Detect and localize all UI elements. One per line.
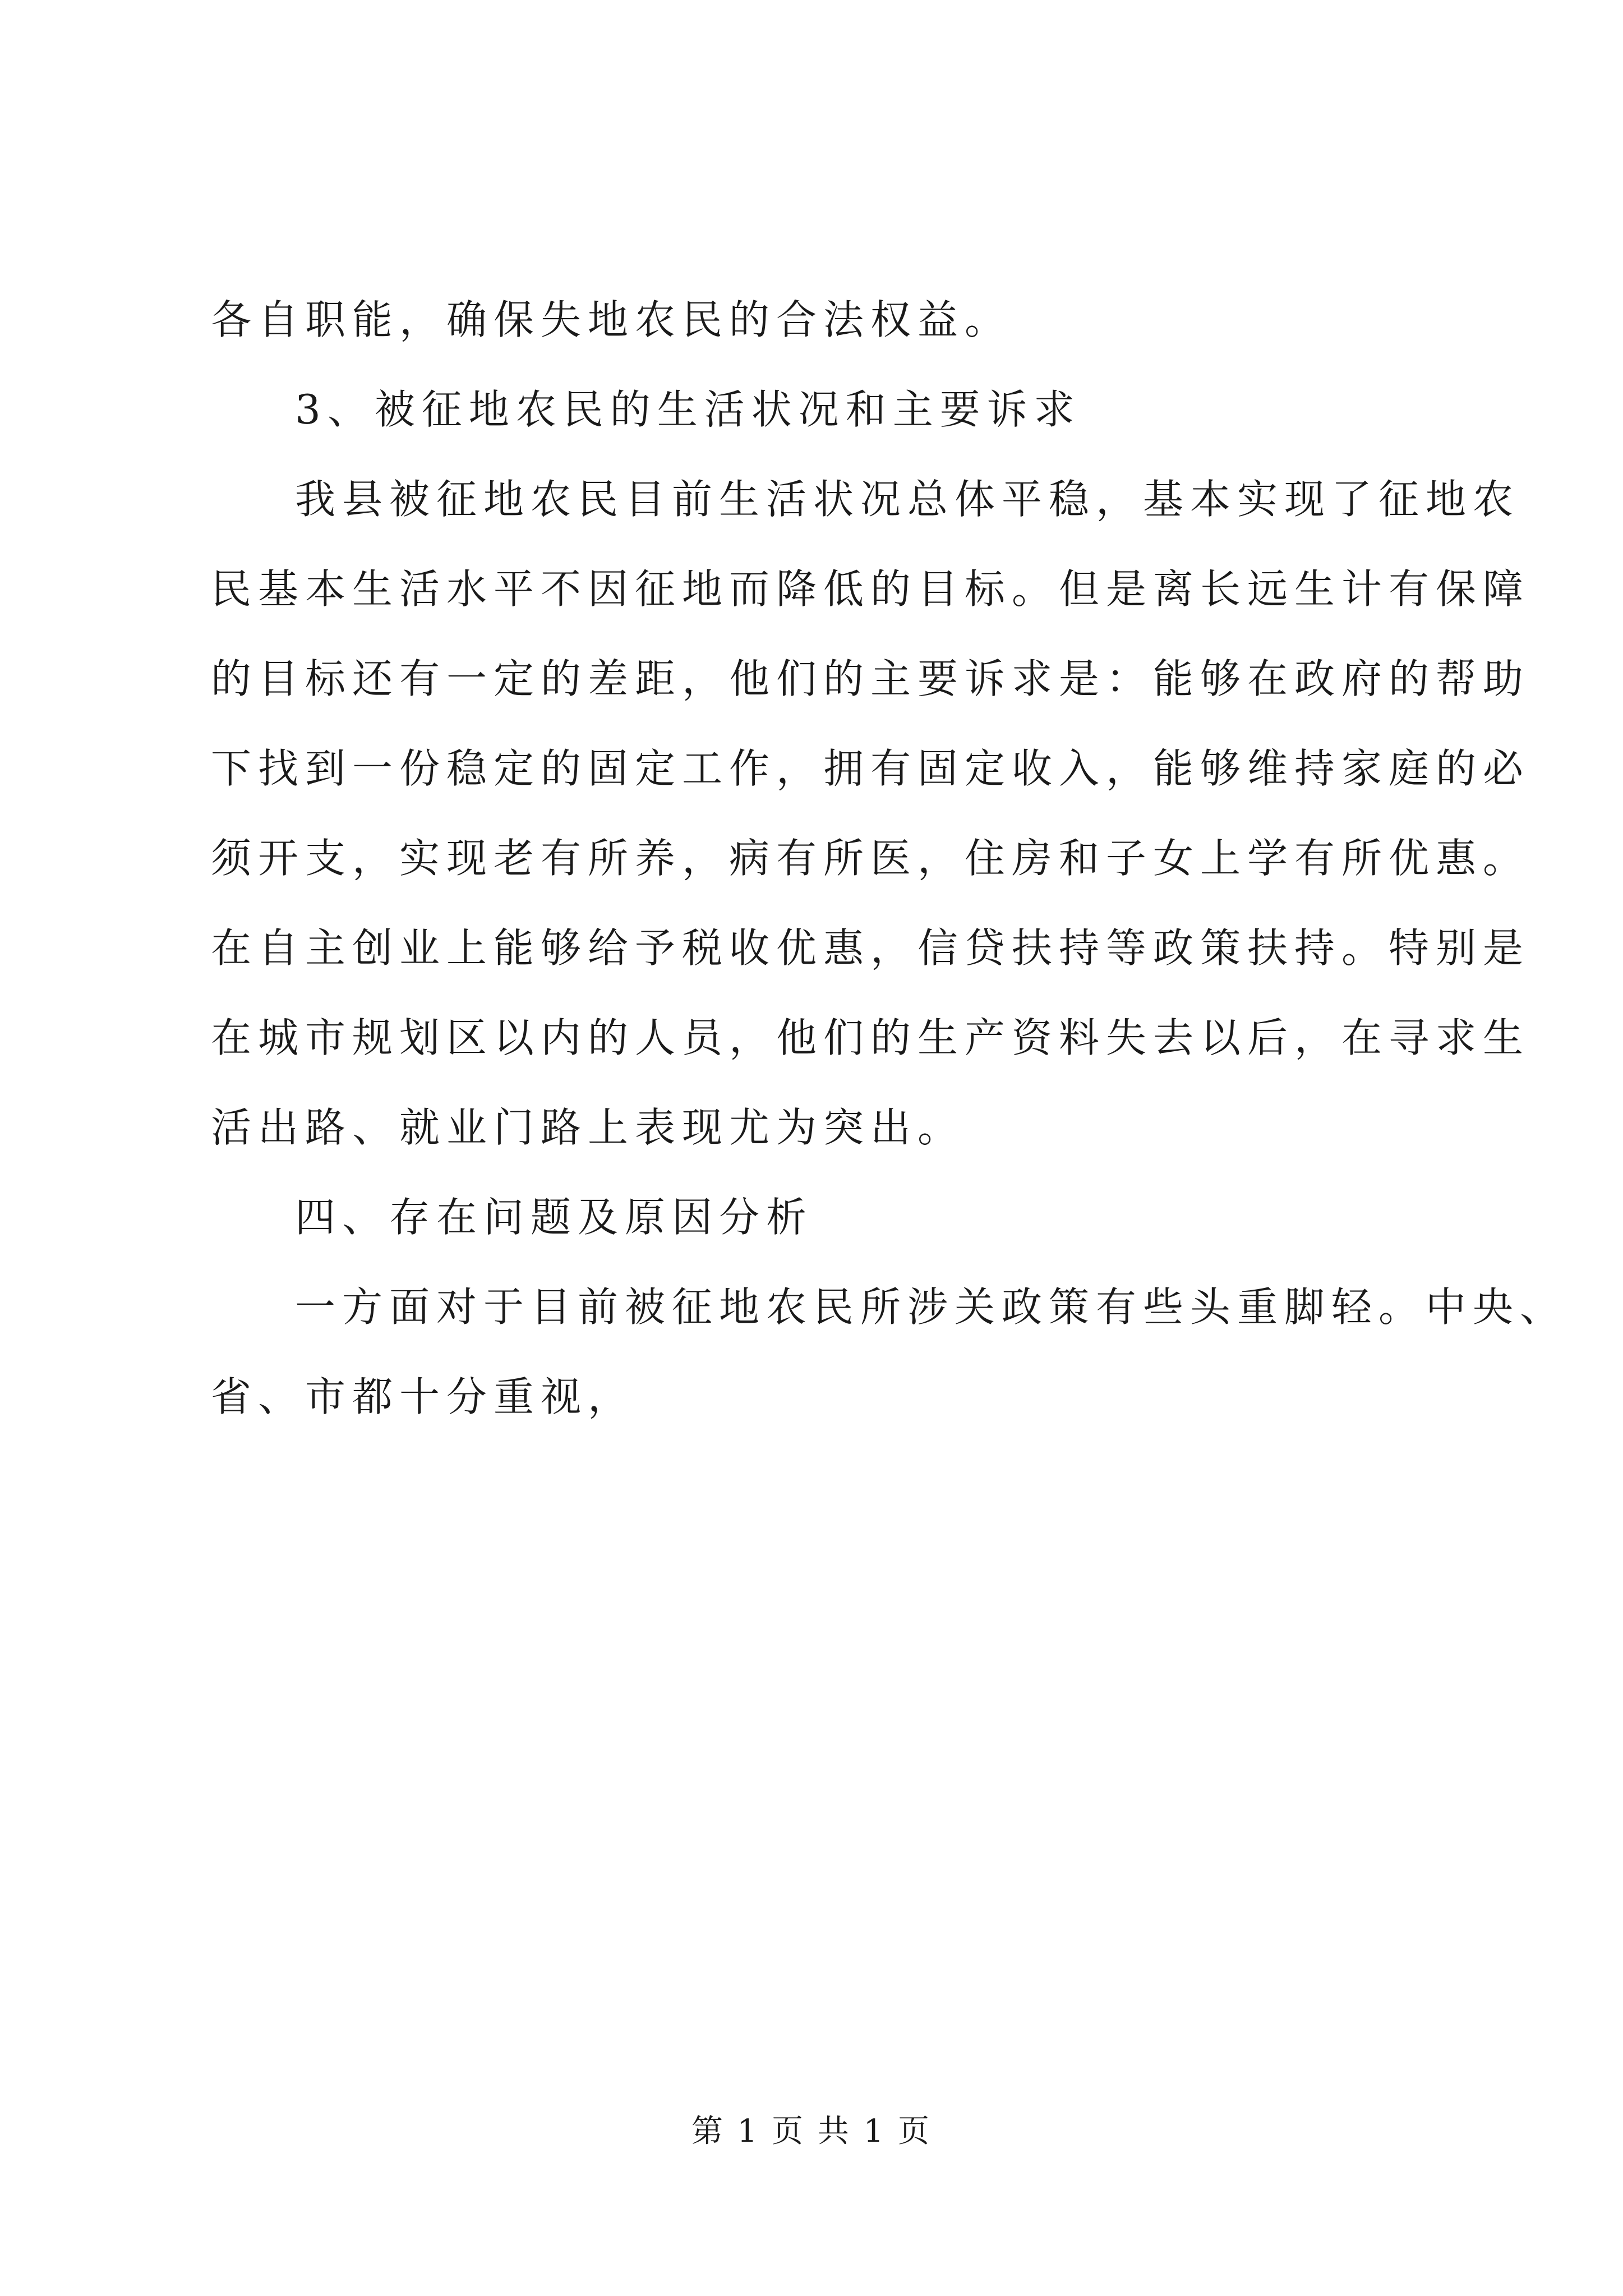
- text-line: 的目标还有一定的差距，他们的主要诉求是：能够在政府的帮助: [211, 655, 1530, 702]
- text-line: 各自职能，确保失地农民的合法权益。: [211, 296, 1012, 343]
- text-line: 须开支，实现老有所养，病有所医，住房和子女上学有所优惠。: [211, 835, 1530, 882]
- text-line: 民基本生活水平不因征地而降低的目标。但是离长远生计有保障: [211, 565, 1530, 613]
- text-line: 在自主创业上能够给予税收优惠，信贷扶持等政策扶持。特别是: [211, 924, 1530, 972]
- page-footer: 第 1 页 共 1 页: [691, 2113, 932, 2150]
- text-line: 下找到一份稳定的固定工作，拥有固定收入，能够维持家庭的必: [211, 745, 1530, 792]
- paragraph-start: 一方面对于目前被征地农民所涉关政策有些头重脚轻。中央、: [295, 1283, 1567, 1331]
- text-line: 活出路、就业门路上表现尤为突出。: [211, 1104, 965, 1151]
- document-body: [211, 275, 1567, 1442]
- text-line: 省、市都十分重视，: [211, 1373, 635, 1420]
- paragraph-start: 我县被征地农民目前生活状况总体平稳，基本实现了征地农: [295, 476, 1520, 523]
- section-heading: 四、存在问题及原因分析: [295, 1194, 814, 1241]
- section-heading: 3、被征地农民的生活状况和主要诉求: [295, 386, 1081, 433]
- text-line: 在城市规划区以内的人员，他们的生产资料失去以后，在寻求生: [211, 1014, 1530, 1061]
